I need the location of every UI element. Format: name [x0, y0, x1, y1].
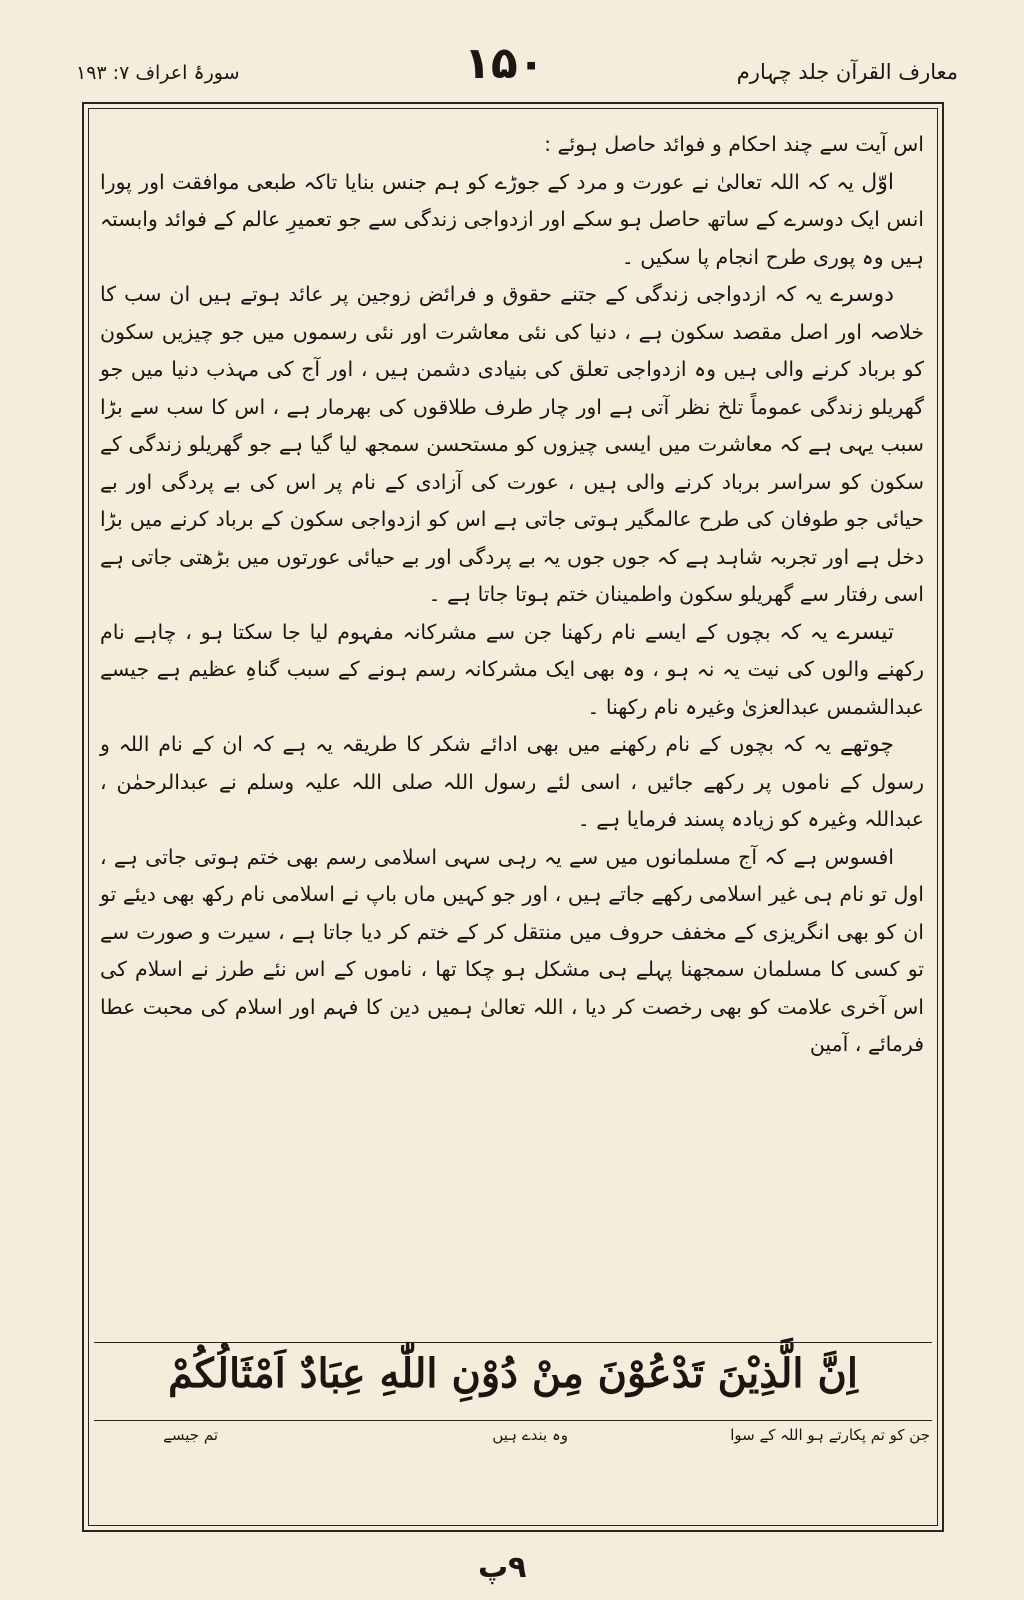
paragraph-lead: چوتھے	[839, 732, 894, 757]
paragraph-fourth	[100, 726, 924, 839]
book-title: معارف القرآن جلد چہارم	[736, 60, 958, 84]
verse-gloss-row	[88, 1420, 938, 1460]
intro-line: اس آیت سے چند احکام و فوائد حاصل ہوئے :	[544, 132, 924, 156]
paragraph-lead: دوسرے	[830, 282, 894, 307]
signature-mark: ۹پ	[478, 1550, 527, 1585]
verse-gloss-3: تم جیسے	[163, 1426, 218, 1444]
paragraph-third	[100, 614, 924, 727]
paragraph-text: یہ کہ بچوں کے نام رکھنے میں بھی ادائے شکر کا طریقہ یہ ہے کہ ان کے نام اللہ و رسول کے ناموں پر رکھے جائیں ، اسی لئے رسول اللہ صلی اللہ علیہ وسلم نے عبدالرحمٰن ، عبداللہ وغیرہ کو زیادہ پسند فرمایا ہے ۔	[100, 732, 924, 831]
paragraph-lead: تیسرے	[836, 619, 894, 645]
page-frame	[82, 102, 944, 1532]
paragraph-text: یہ کہ اللہ تعالیٰ نے عورت و مرد کے جوڑے کو ہم جنس بنایا تاکہ طبعی موافقت اور پورا انس ایک دوسرے کے ساتھ حاصل ہو سکے اور ازدواجی زندگی سے جو تعمیرِ عالم کے فوائد وابستہ ہیں وہ پوری طرح انجام پا سکیں ۔	[100, 169, 924, 269]
verse-gloss-1: جن کو تم پکارتے ہو اللہ کے سوا	[730, 1426, 930, 1444]
paragraph-lead: اوّل	[861, 169, 894, 195]
verse-divider-top	[94, 1342, 932, 1343]
paragraph-text: یہ کہ بچوں کے ایسے نام رکھنا جن سے مشرکانہ مفہوم لیا جا سکتا ہو ، چاہے نام رکھنے والوں کی نیت یہ نہ ہو ، وہ بھی ایک مشرکانہ رسم ہونے کے سبب گناہِ عظیم ہے جیسے عبدالشمس عبدالعزیٰ وغیرہ نام رکھنا ۔	[100, 619, 924, 719]
verse-gloss-2: وہ بندے ہیں	[492, 1426, 568, 1444]
paragraph-text: افسوس ہے کہ آج مسلمانوں میں سے یہ رہی سہی اسلامی رسم بھی ختم ہوتی جاتی ہے ، اول تو نام ہی غیر اسلامی رکھے جاتے ہیں ، اور جو کہیں ماں باپ نے اسلامی نام رکھ بھی دیئے تو ان کو بھی انگریزی کے مخفف حروف میں منتقل کر کے ختم کر دیا جاتا ہے ، سیرت و صورت سے تو کسی کا مسلمان سمجھنا پہلے ہی مشکل ہو چکا تھا ، ناموں کے اس نئے طرز نے اسلام کی اس آخری علامت کو بھی رخصت کر دیا ، اللہ تعالیٰ ہمیں دین کا فہم اور اسلام کی محبت عطا فرمائے ، آمین	[100, 844, 924, 1056]
paragraph-first	[100, 164, 924, 277]
paragraph-fifth	[100, 839, 924, 1064]
page-number: ۱۵۰	[464, 38, 545, 89]
commentary-text	[100, 126, 924, 1064]
surah-reference: سورۂ اعراف ۷: ۱۹۳	[76, 62, 240, 84]
paragraph-text: یہ کہ ازدواجی زندگی کے جتنے حقوق و فرائض زوجین پر عائد ہوتے ہیں ان سب کا خلاصہ اور اصل مقصد سکون ہے ، دنیا کی نئی معاشرت اور نئی رسموں میں جو چیزیں سکون کو برباد کرنے والی ہیں وہ ازدواجی تعلق کی بنیادی دشمن ہیں ، اور آج کی مہذب دنیا میں جو گھریلو زندگی عموماً تلخ نظر آتی ہے اور چار طرف طلاقوں کی بھرمار ہے ، اس کا سب سے بڑا سبب یہی ہے کہ معاشرت میں ایسی چیزوں کو مستحسن سمجھ لیا گیا ہے جو گھریلو زندگی کے سکون کو سراسر برباد کرنے والی ہیں ، عورت کی آزادی کے نام پر اس کی بے پردگی اور بے حیائی جو طوفان کی طرح عالمگیر ہوتی جاتی ہے اس کو ازدواجی سکون کے برباد کرنے میں بڑا دخل ہے اور تجربہ شاہد ہے کہ جوں جوں یہ بے پردگی اور بے حیائی عورتوں میں بڑھتی جاتی ہے اسی رفتار سے گھریلو سکون واطمینان ختم ہوتا جاتا ہے ۔	[100, 282, 924, 606]
page-header	[0, 0, 1024, 100]
paragraph-second	[100, 276, 924, 614]
arabic-verse: اِنَّ الَّذِيْنَ تَدْعُوْنَ مِنْ دُوْنِ اللّٰهِ عِبَادٌ اَمْثَالُكُمْ	[168, 1350, 858, 1397]
